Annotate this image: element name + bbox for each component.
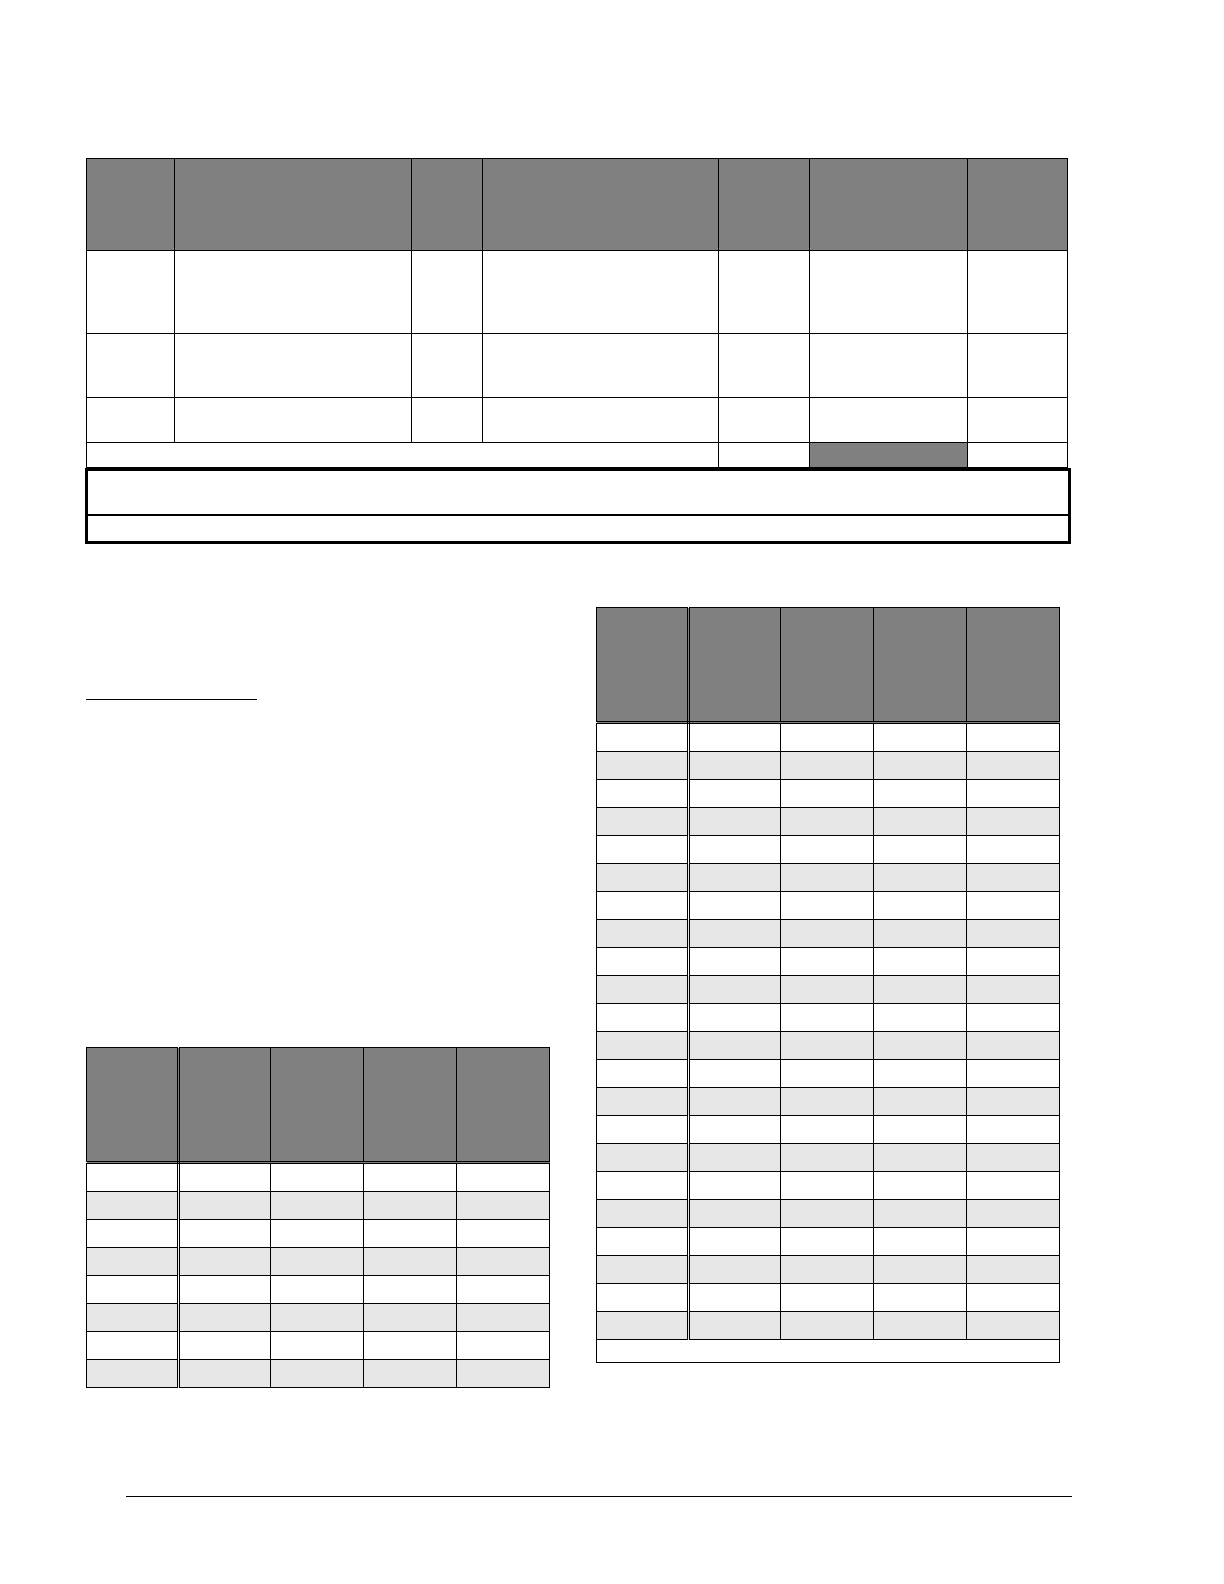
- right-table-cell: [874, 780, 967, 808]
- right-table-cell: [967, 892, 1060, 920]
- right-table-cell: [781, 1088, 874, 1116]
- summary-label: [87, 443, 719, 468]
- left-table: [86, 1047, 550, 1388]
- right-table-cell: [597, 1200, 689, 1228]
- right-table-cell: [781, 1144, 874, 1172]
- right-table-row: [597, 1060, 1060, 1088]
- left-table-cell: [179, 1192, 271, 1220]
- left-table-cell: [179, 1276, 271, 1304]
- right-table-cell: [689, 1172, 781, 1200]
- right-table-cell: [967, 1284, 1060, 1312]
- left-table-header-cell: [457, 1048, 550, 1163]
- right-table-cell: [874, 1312, 967, 1340]
- right-table-header-cell: [689, 608, 781, 723]
- left-table-cell: [87, 1192, 179, 1220]
- right-table-cell: [874, 1228, 967, 1256]
- right-table-cell: [597, 892, 689, 920]
- right-table-cell: [597, 864, 689, 892]
- top-table-cell: [810, 251, 968, 334]
- left-table-row: [87, 1276, 550, 1304]
- left-table-cell: [179, 1220, 271, 1248]
- summary-value: [968, 443, 1068, 468]
- right-table-cell: [967, 752, 1060, 780]
- right-table-cell: [874, 1256, 967, 1284]
- left-table-cell: [457, 1360, 550, 1388]
- top-table-cell: [412, 251, 483, 334]
- left-table-row: [87, 1360, 550, 1388]
- left-table-row: [87, 1192, 550, 1220]
- right-table-cell: [874, 1200, 967, 1228]
- right-table-cell: [597, 1144, 689, 1172]
- right-table-cell: [689, 1228, 781, 1256]
- right-table-cell: [967, 1032, 1060, 1060]
- top-table-header-cell: [412, 159, 483, 251]
- right-table-cell: [967, 976, 1060, 1004]
- left-table-cell: [457, 1163, 550, 1192]
- right-table-cell: [689, 892, 781, 920]
- right-table-cell: [597, 948, 689, 976]
- right-table-cell: [967, 1312, 1060, 1340]
- left-table-header-cell: [364, 1048, 457, 1163]
- right-table-row: [597, 1312, 1060, 1340]
- left-table-row: [87, 1220, 550, 1248]
- right-table-cell: [597, 1032, 689, 1060]
- right-table-cell: [597, 723, 689, 752]
- right-table-row: [597, 1228, 1060, 1256]
- right-table-cell: [597, 808, 689, 836]
- right-table-cell: [781, 1284, 874, 1312]
- right-table-row: [597, 1116, 1060, 1144]
- top-table-cell: [412, 398, 483, 443]
- left-table-row: [87, 1248, 550, 1276]
- right-table-cell: [597, 920, 689, 948]
- right-table-cell: [689, 1088, 781, 1116]
- right-table-cell: [689, 1284, 781, 1312]
- right-table-cell: [689, 1060, 781, 1088]
- left-table-cell: [364, 1304, 457, 1332]
- right-table-cell: [967, 864, 1060, 892]
- right-table-cell: [781, 1172, 874, 1200]
- right-table-cell: [874, 892, 967, 920]
- left-table-cell: [457, 1304, 550, 1332]
- top-table-header-cell: [719, 159, 810, 251]
- left-table-header-row: [87, 1048, 550, 1163]
- top-table-cell: [719, 251, 810, 334]
- left-table-cell: [457, 1192, 550, 1220]
- top-table-cell: [87, 334, 175, 398]
- section-heading-underline: [86, 699, 257, 700]
- top-table-header-row: [87, 159, 1068, 251]
- top-table-cell: [483, 251, 719, 334]
- right-table-cell: [874, 1032, 967, 1060]
- right-table-cell: [967, 1116, 1060, 1144]
- right-table-cell: [689, 1116, 781, 1144]
- left-table-cell: [364, 1276, 457, 1304]
- right-table-cell: [597, 1004, 689, 1032]
- right-table: [596, 607, 1060, 1363]
- right-table-cell: [874, 836, 967, 864]
- top-table-cell: [810, 334, 968, 398]
- right-table-row: [597, 1144, 1060, 1172]
- right-table-cell: [689, 1200, 781, 1228]
- right-table-footer-row: [597, 1340, 1060, 1363]
- left-table-cell: [179, 1332, 271, 1360]
- left-table-cell: [271, 1304, 364, 1332]
- section-heading: [86, 680, 386, 698]
- right-table-body: [597, 723, 1060, 1340]
- right-table-row: [597, 1256, 1060, 1284]
- right-table-row: [597, 1032, 1060, 1060]
- right-table-cell: [967, 1004, 1060, 1032]
- left-table-cell: [364, 1360, 457, 1388]
- right-table-header-cell: [874, 608, 967, 723]
- right-table-header-cell: [967, 608, 1060, 723]
- right-table-row: [597, 836, 1060, 864]
- left-table-cell: [87, 1360, 179, 1388]
- left-table-body: [87, 1163, 550, 1388]
- left-table-cell: [457, 1248, 550, 1276]
- top-table-header-cell: [483, 159, 719, 251]
- right-table-cell: [781, 976, 874, 1004]
- right-table-cell: [874, 723, 967, 752]
- right-table-cell: [967, 1256, 1060, 1284]
- top-table-cell: [968, 334, 1068, 398]
- left-table-cell: [271, 1192, 364, 1220]
- right-table-cell: [781, 780, 874, 808]
- right-table-header-cell: [781, 608, 874, 723]
- left-table-header-cell: [271, 1048, 364, 1163]
- left-table-cell: [271, 1360, 364, 1388]
- summary-shaded-cell: [810, 443, 968, 468]
- right-table-cell: [967, 1144, 1060, 1172]
- right-table-header-cell: [597, 608, 689, 723]
- right-table-cell: [874, 808, 967, 836]
- top-table-summary-row: [87, 443, 1068, 468]
- right-table-cell: [597, 976, 689, 1004]
- right-table-cell: [597, 1256, 689, 1284]
- right-table-cell: [597, 780, 689, 808]
- right-table-cell: [597, 1116, 689, 1144]
- right-table-cell: [689, 920, 781, 948]
- footer-rule: [126, 1496, 1072, 1497]
- left-table-cell: [364, 1163, 457, 1192]
- right-table-cell: [967, 1200, 1060, 1228]
- top-table-header-cell: [87, 159, 175, 251]
- right-table-row: [597, 976, 1060, 1004]
- left-table-cell: [87, 1276, 179, 1304]
- right-table-cell: [967, 948, 1060, 976]
- summary-value: [719, 443, 810, 468]
- right-table-cell: [597, 1172, 689, 1200]
- top-table-header-cell: [810, 159, 968, 251]
- top-table-cell: [175, 334, 412, 398]
- top-table-cell: [87, 398, 175, 443]
- left-table-cell: [364, 1220, 457, 1248]
- left-table-cell: [179, 1163, 271, 1192]
- left-table-cell: [271, 1163, 364, 1192]
- right-table-cell: [781, 1312, 874, 1340]
- right-table-cell: [874, 1144, 967, 1172]
- top-table-cell: [483, 334, 719, 398]
- right-table-row: [597, 1004, 1060, 1032]
- top-table-cell: [810, 398, 968, 443]
- top-table-cell: [719, 398, 810, 443]
- right-table-cell: [967, 1060, 1060, 1088]
- right-table-row: [597, 892, 1060, 920]
- right-table-cell: [874, 920, 967, 948]
- left-table-cell: [457, 1332, 550, 1360]
- right-table-cell: [781, 920, 874, 948]
- right-table-cell: [597, 1312, 689, 1340]
- top-table-row: [87, 398, 1068, 443]
- note-box: [85, 468, 1071, 517]
- left-table-header-cell: [87, 1048, 179, 1163]
- right-table-cell: [781, 836, 874, 864]
- right-table-cell: [874, 1116, 967, 1144]
- right-table-cell: [967, 808, 1060, 836]
- left-table-cell: [271, 1332, 364, 1360]
- right-table-cell: [781, 1256, 874, 1284]
- left-table-row: [87, 1304, 550, 1332]
- left-table-cell: [271, 1248, 364, 1276]
- note-box: [85, 514, 1071, 544]
- right-table-cell: [597, 752, 689, 780]
- right-table-row: [597, 780, 1060, 808]
- right-table-row: [597, 752, 1060, 780]
- right-table-cell: [597, 1060, 689, 1088]
- right-table-cell: [781, 1004, 874, 1032]
- right-table-cell: [874, 976, 967, 1004]
- right-table-cell: [781, 1060, 874, 1088]
- right-table-cell: [597, 1228, 689, 1256]
- right-table-cell: [967, 723, 1060, 752]
- left-table-row: [87, 1332, 550, 1360]
- top-table-cell: [87, 251, 175, 334]
- section-body: [86, 710, 546, 1010]
- right-table-cell: [781, 723, 874, 752]
- right-table-cell: [781, 752, 874, 780]
- top-table-header-cell: [968, 159, 1068, 251]
- right-table-cell: [689, 1032, 781, 1060]
- left-table-cell: [457, 1276, 550, 1304]
- right-table-cell: [874, 1088, 967, 1116]
- right-table-cell: [781, 1200, 874, 1228]
- right-table-row: [597, 1200, 1060, 1228]
- left-table-cell: [87, 1248, 179, 1276]
- right-table-cell: [874, 1172, 967, 1200]
- top-table-row: [87, 334, 1068, 398]
- left-table-row: [87, 1163, 550, 1192]
- right-table-cell: [597, 1284, 689, 1312]
- right-table-cell: [967, 780, 1060, 808]
- top-table: [86, 158, 1068, 468]
- footer-text: [126, 1502, 1072, 1518]
- left-table-cell: [87, 1220, 179, 1248]
- left-table-cell: [271, 1276, 364, 1304]
- right-table-cell: [781, 948, 874, 976]
- top-table-cell: [968, 398, 1068, 443]
- right-table-cell: [597, 1088, 689, 1116]
- right-table-cell: [689, 864, 781, 892]
- left-table-cell: [271, 1220, 364, 1248]
- right-table-cell: [781, 808, 874, 836]
- top-table-cell: [719, 334, 810, 398]
- right-table-cell: [874, 1060, 967, 1088]
- right-table-cell: [689, 723, 781, 752]
- right-table-cell: [874, 1284, 967, 1312]
- top-table-cell: [175, 398, 412, 443]
- right-table-cell: [689, 1004, 781, 1032]
- top-table-cell: [968, 251, 1068, 334]
- top-table-cell: [175, 251, 412, 334]
- left-table-cell: [179, 1360, 271, 1388]
- left-table-cell: [179, 1248, 271, 1276]
- left-table-cell: [364, 1248, 457, 1276]
- top-table-header-cell: [175, 159, 412, 251]
- right-table-row: [597, 948, 1060, 976]
- right-table-row: [597, 1172, 1060, 1200]
- top-table-cell: [412, 334, 483, 398]
- left-table-header-cell: [179, 1048, 271, 1163]
- right-table-row: [597, 1284, 1060, 1312]
- right-table-cell: [874, 948, 967, 976]
- right-table-cell: [967, 1228, 1060, 1256]
- left-table-cell: [87, 1163, 179, 1192]
- right-table-cell: [689, 1256, 781, 1284]
- right-table-cell: [689, 948, 781, 976]
- right-table-cell: [689, 808, 781, 836]
- right-table-cell: [689, 780, 781, 808]
- right-table-cell: [781, 1228, 874, 1256]
- right-table-row: [597, 723, 1060, 752]
- right-table-cell: [967, 1088, 1060, 1116]
- right-table-cell: [781, 1116, 874, 1144]
- right-table-cell: [781, 1032, 874, 1060]
- right-table-cell: [967, 836, 1060, 864]
- right-table-footer: [597, 1340, 1060, 1363]
- right-table-cell: [874, 752, 967, 780]
- right-table-cell: [967, 920, 1060, 948]
- top-table-row: [87, 251, 1068, 334]
- left-table-cell: [364, 1332, 457, 1360]
- right-table-cell: [781, 864, 874, 892]
- right-table-cell: [689, 976, 781, 1004]
- right-table-row: [597, 1088, 1060, 1116]
- right-table-cell: [689, 836, 781, 864]
- left-table-cell: [364, 1192, 457, 1220]
- right-table-row: [597, 920, 1060, 948]
- right-table-header-row: [597, 608, 1060, 723]
- right-table-cell: [874, 864, 967, 892]
- left-table-cell: [87, 1304, 179, 1332]
- right-table-cell: [967, 1172, 1060, 1200]
- left-table-cell: [457, 1220, 550, 1248]
- right-table-row: [597, 808, 1060, 836]
- left-table-cell: [179, 1304, 271, 1332]
- right-table-cell: [689, 1312, 781, 1340]
- right-table-row: [597, 864, 1060, 892]
- right-table-cell: [781, 892, 874, 920]
- right-table-cell: [874, 1004, 967, 1032]
- top-table-cell: [483, 398, 719, 443]
- right-table-cell: [689, 1144, 781, 1172]
- right-table-cell: [689, 752, 781, 780]
- left-table-cell: [87, 1332, 179, 1360]
- right-table-cell: [597, 836, 689, 864]
